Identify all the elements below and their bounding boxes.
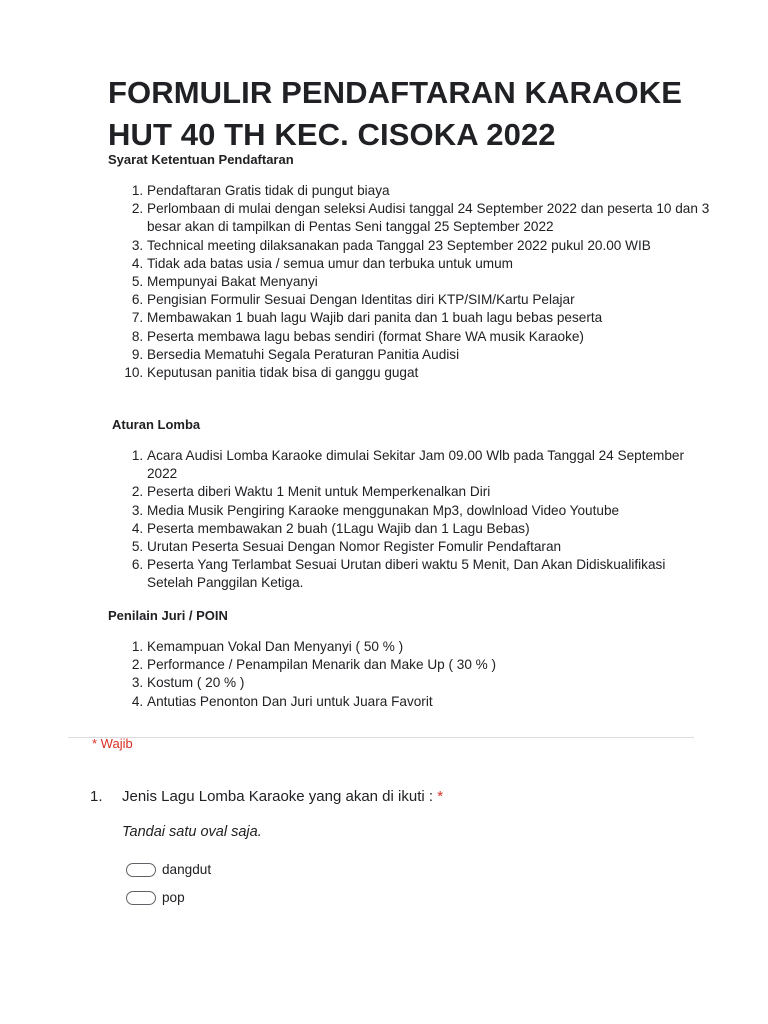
list-item: 5. Mempunyai Bakat Menyanyi bbox=[147, 273, 727, 291]
list-item: 8. Peserta membawa lagu bebas sendiri (format Share WA musik Karaoke) bbox=[147, 328, 727, 346]
list-item: 2. Performance / Penampilan Menarik dan Make Up ( 30 % ) bbox=[147, 656, 707, 674]
option-dangdut[interactable] bbox=[126, 862, 211, 877]
question-number: 1. bbox=[90, 788, 103, 805]
section-heading-judging: Penilain Juri / POIN bbox=[108, 608, 228, 623]
list-item: 6. Pengisian Formulir Sesuai Dengan Identitas diri KTP/SIM/Kartu Pelajar bbox=[147, 291, 727, 309]
list-item: 2. Perlombaan di mulai dengan seleksi Audisi tanggal 24 September 2022 dan peserta 10 dan 3 besar akan di tampilkan di Pentas Seni tanggal 25 September 2022 bbox=[147, 200, 727, 236]
question-text: Jenis Lagu Lomba Karaoke yang akan di ikuti : bbox=[122, 788, 438, 805]
option-label: pop bbox=[162, 890, 185, 905]
judging-list bbox=[108, 638, 707, 711]
section-divider bbox=[68, 737, 694, 738]
list-item: 4. Antutias Penonton Dan Juri untuk Juara Favorit bbox=[147, 693, 707, 711]
list-item: 3. Technical meeting dilaksanakan pada Tanggal 23 September 2022 pukul 20.00 WIB bbox=[147, 237, 727, 255]
list-item: 4. Tidak ada batas usia / semua umur dan terbuka untuk umum bbox=[147, 255, 727, 273]
list-item: 4. Peserta membawakan 2 buah (1Lagu Wajib dan 1 Lagu Bebas) bbox=[147, 520, 687, 538]
section-heading-requirements: Syarat Ketentuan Pendaftaran bbox=[108, 152, 294, 167]
oval-radio[interactable] bbox=[126, 863, 156, 877]
list-item: 2. Peserta diberi Waktu 1 Menit untuk Memperkenalkan Diri bbox=[147, 483, 687, 501]
section-heading-competition-rules: Aturan Lomba bbox=[112, 417, 201, 432]
list-item: 7. Membawakan 1 buah lagu Wajib dari panita dan 1 buah lagu bebas peserta bbox=[147, 309, 727, 327]
option-pop[interactable] bbox=[126, 890, 185, 905]
list-item: 6. Peserta Yang Terlambat Sesuai Urutan diberi waktu 5 Menit, Dan Akan Didiskualifikasi Setelah Panggilan Ketiga. bbox=[147, 556, 687, 592]
question-title bbox=[122, 788, 443, 805]
list-item: 3. Media Musik Pengiring Karaoke menggunakan Mp3, dowlnload Video Youtube bbox=[147, 502, 687, 520]
option-label: dangdut bbox=[162, 862, 212, 877]
list-item: 1. Pendaftaran Gratis tidak di pungut biaya bbox=[147, 182, 727, 200]
form-title: FORMULIR PENDAFTARAN KARAOKE HUT 40 TH KEC. CISOKA 2022 bbox=[108, 75, 682, 152]
list-item: 10. Keputusan panitia tidak bisa di ganggu gugat bbox=[147, 364, 727, 382]
competition-rules-list bbox=[108, 447, 687, 593]
list-item: 1. Kemampuan Vokal Dan Menyanyi ( 50 % ) bbox=[147, 638, 707, 656]
required-mark: * bbox=[437, 788, 444, 805]
list-item: 1. Acara Audisi Lomba Karaoke dimulai Sekitar Jam 09.00 Wlb pada Tanggal 24 September 2022 bbox=[147, 447, 687, 483]
oval-radio[interactable] bbox=[126, 891, 156, 905]
required-note: * Wajib bbox=[92, 736, 133, 751]
question-hint: Tandai satu oval saja. bbox=[122, 824, 262, 840]
list-item: 5. Urutan Peserta Sesuai Dengan Nomor Register Fomulir Pendaftaran bbox=[147, 538, 687, 556]
list-item: 9. Bersedia Mematuhi Segala Peraturan Panitia Audisi bbox=[147, 346, 727, 364]
requirements-list bbox=[108, 182, 727, 382]
list-item: 3. Kostum ( 20 % ) bbox=[147, 674, 707, 692]
